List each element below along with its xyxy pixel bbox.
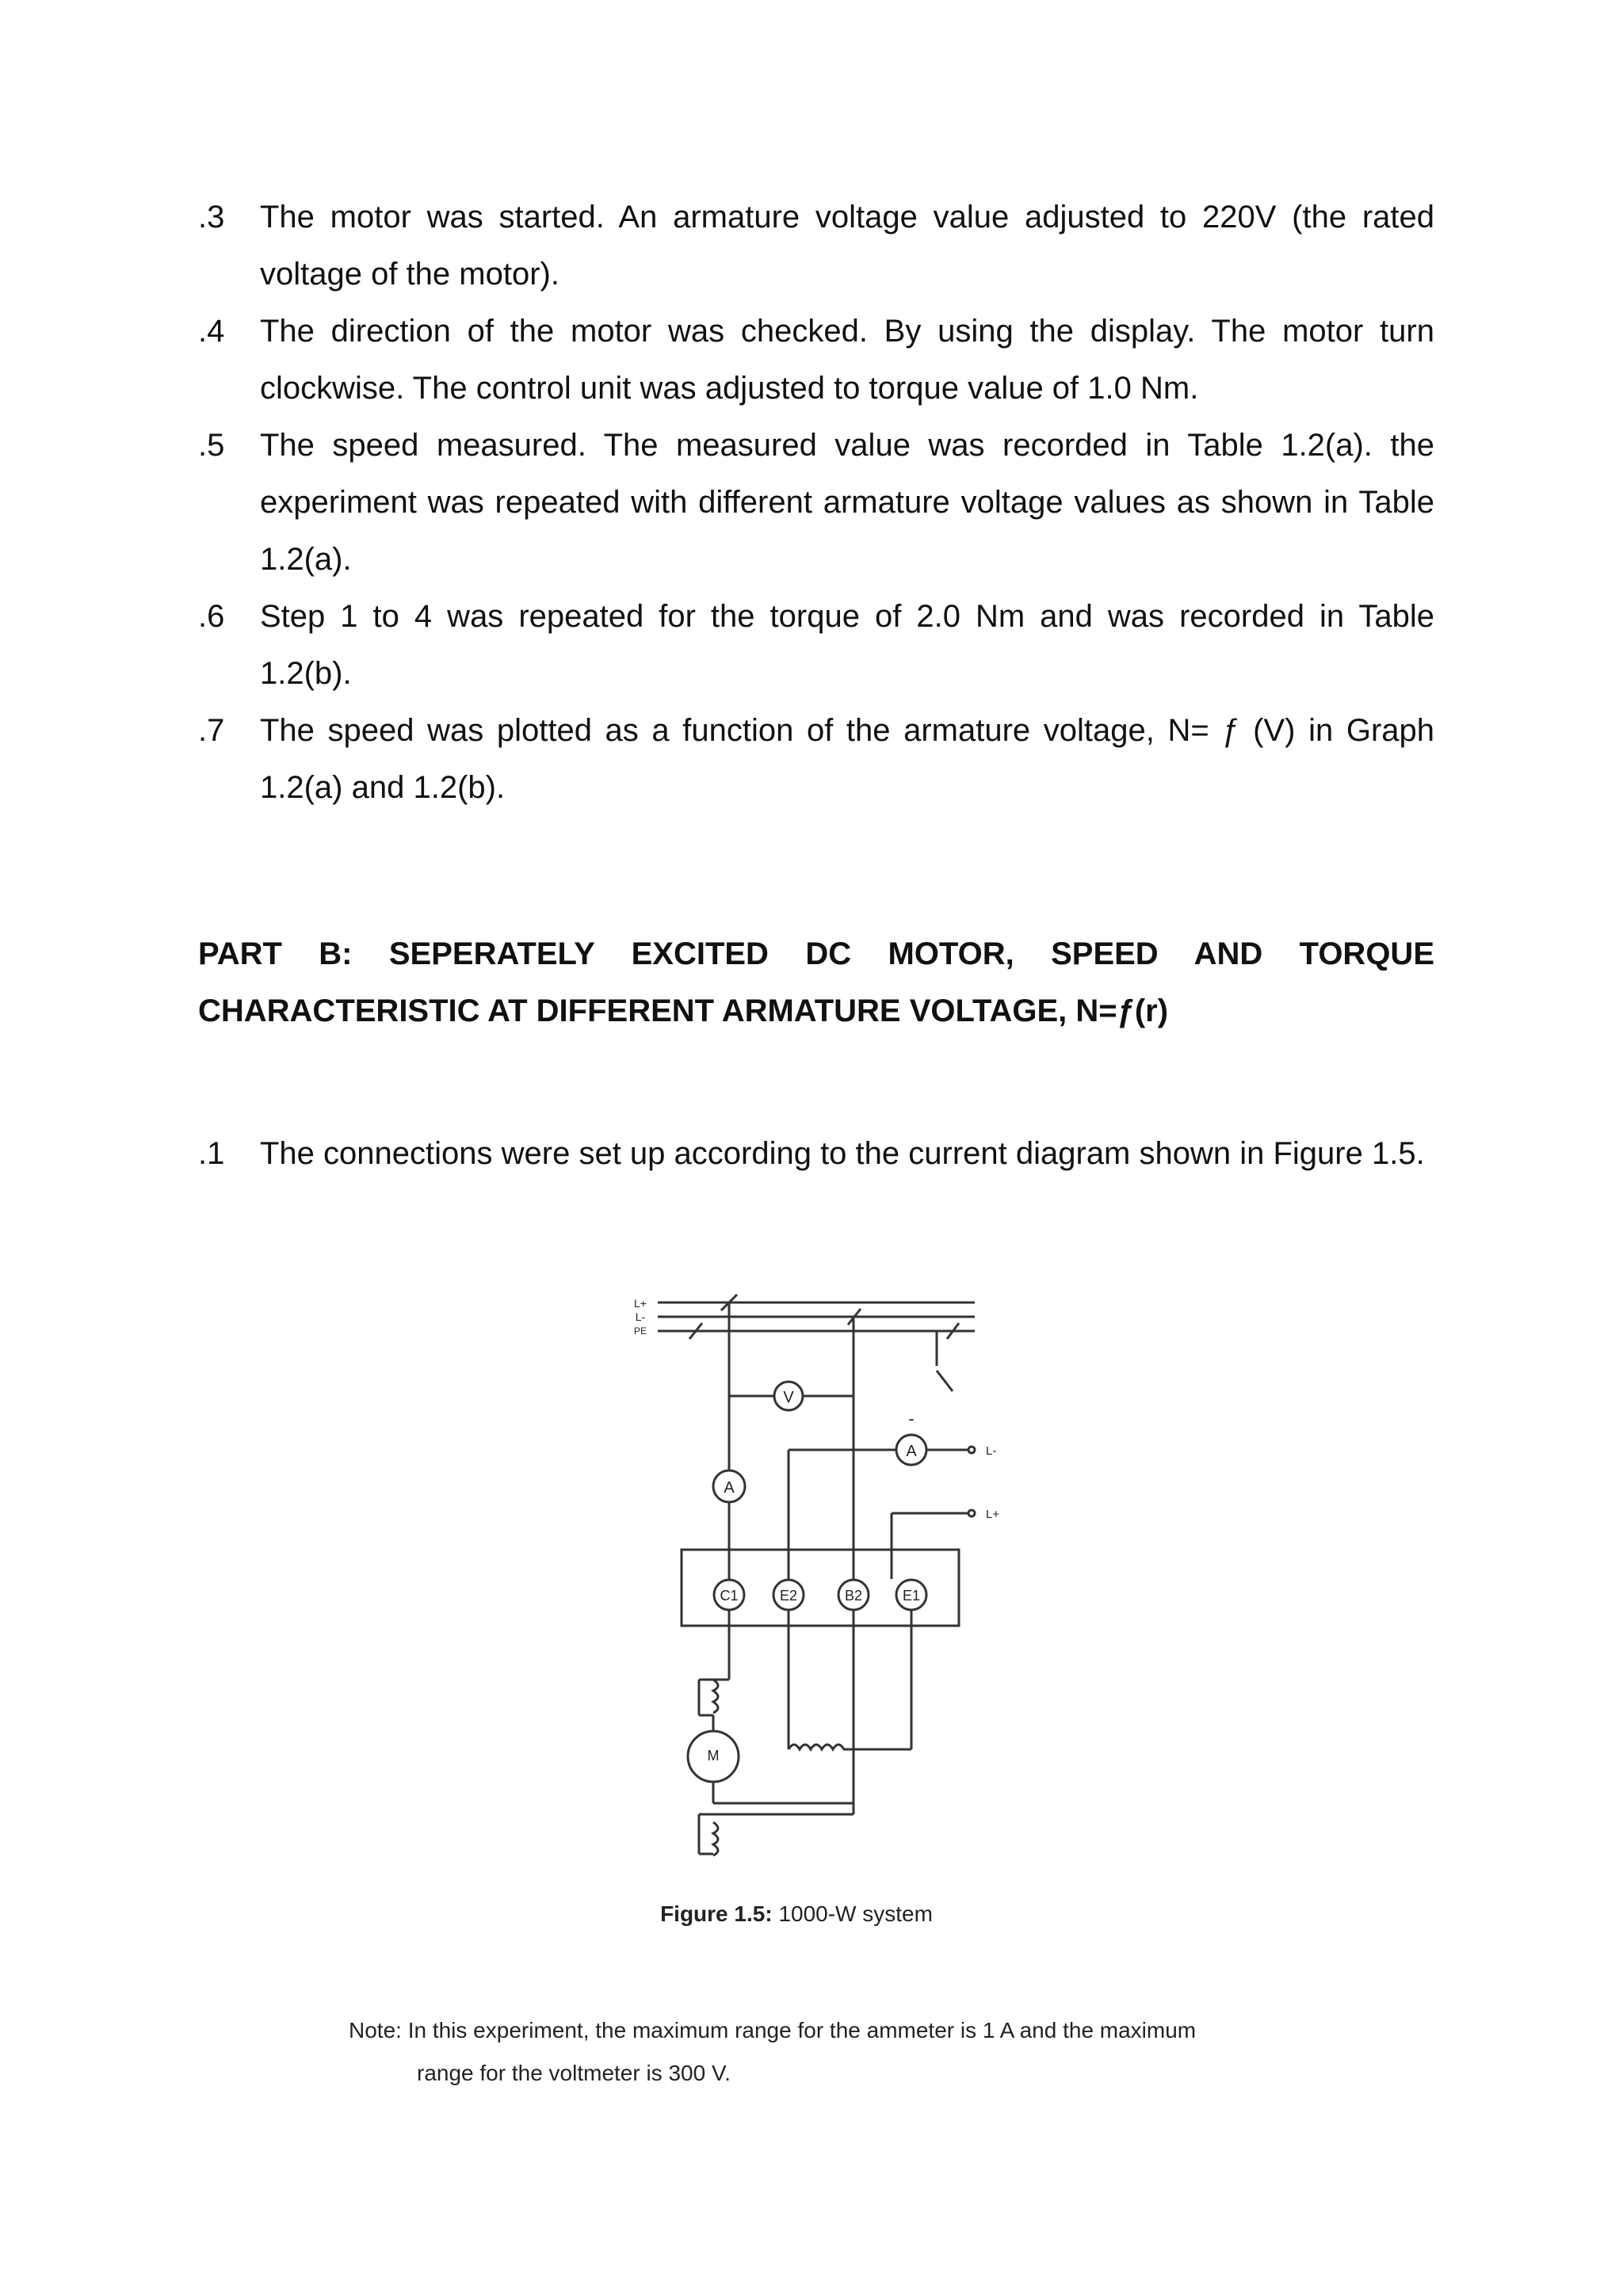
step-text: The motor was started. An armature voltage value adjusted to 220V (the rated voltage of the motor). (260, 200, 1434, 292)
rail-label: L- (635, 1310, 646, 1323)
terminal-label: C1 (720, 1588, 739, 1604)
part-b-steps (198, 1125, 1434, 1182)
step-number: .3 (198, 200, 225, 235)
circuit-svg (610, 1283, 1054, 1901)
step-text: The speed was plotted as a function of the armature voltage, N= ƒ (V) in Graph 1.2(a) and 1.2(b). (260, 713, 1434, 805)
ammeter-right-label: A (906, 1443, 917, 1460)
step-item (198, 1125, 1434, 1182)
step-text: The speed measured. The measured value was recorded in Table 1.2(a). the experiment was repeated with different armature voltage values as shown in Table 1.2(a). (260, 428, 1434, 577)
step-item (198, 702, 1434, 816)
terminal-label: B2 (844, 1588, 863, 1604)
series-winding (713, 1680, 718, 1713)
part-b-heading-line1: PART B: SEPERATELY EXCITED DC MOTOR, SPEED AND TORQUE (198, 936, 1434, 971)
step-item (198, 303, 1434, 417)
ammeter-left-label: A (724, 1479, 735, 1497)
note-line2: range for the voltmeter is 300 V. (417, 2061, 731, 2085)
rail-label: PE (633, 1325, 647, 1337)
step-text: The direction of the motor was checked. By using the display. The motor turn clockwise. The control unit was adjusted to torque value of 1.0 Nm. (260, 314, 1434, 406)
motor-label: M (707, 1748, 720, 1764)
step-item (198, 417, 1434, 588)
note-line1: Note: In this experiment, the maximum range for the ammeter is 1 A and the maximum (349, 2018, 1197, 2042)
ammeter-right-sign: - (908, 1409, 915, 1428)
note (349, 2009, 1300, 2095)
step-number: .5 (198, 428, 225, 463)
step-item (198, 189, 1434, 303)
part-b-heading (198, 925, 1434, 1039)
part-a-steps (198, 189, 1434, 816)
step-item (198, 588, 1434, 702)
field-winding (789, 1745, 911, 1749)
step-number: .7 (198, 713, 225, 748)
step-number: .4 (198, 314, 225, 349)
switch-tick (937, 1371, 953, 1391)
circuit-diagram (610, 1283, 1054, 1901)
terminal-label: E1 (902, 1588, 921, 1604)
rail-label: L+ (634, 1297, 647, 1310)
terminal-dot (968, 1510, 975, 1516)
figure-caption-label: Figure 1.5: (660, 1901, 773, 1926)
step-number: .1 (198, 1136, 225, 1171)
voltmeter-label: V (783, 1389, 794, 1406)
figure-caption-text: 1000-W system (778, 1901, 933, 1926)
step-number: .6 (198, 599, 225, 634)
terminal-dot (968, 1447, 975, 1453)
terminal-label: E2 (779, 1588, 798, 1604)
step-text: The connections were set up according to the current diagram shown in Figure 1.5. (260, 1136, 1425, 1171)
figure-caption (610, 1901, 983, 1927)
part-b-heading-line2: CHARACTERISTIC AT DIFFERENT ARMATURE VOLTAGE, N=ƒ(r) (198, 994, 1169, 1028)
supply-label: L+ (986, 1508, 1000, 1521)
supply-label: L- (986, 1444, 997, 1458)
series-winding (713, 1822, 718, 1855)
step-text: Step 1 to 4 was repeated for the torque of 2.0 Nm and was recorded in Table 1.2(b). (260, 599, 1434, 691)
